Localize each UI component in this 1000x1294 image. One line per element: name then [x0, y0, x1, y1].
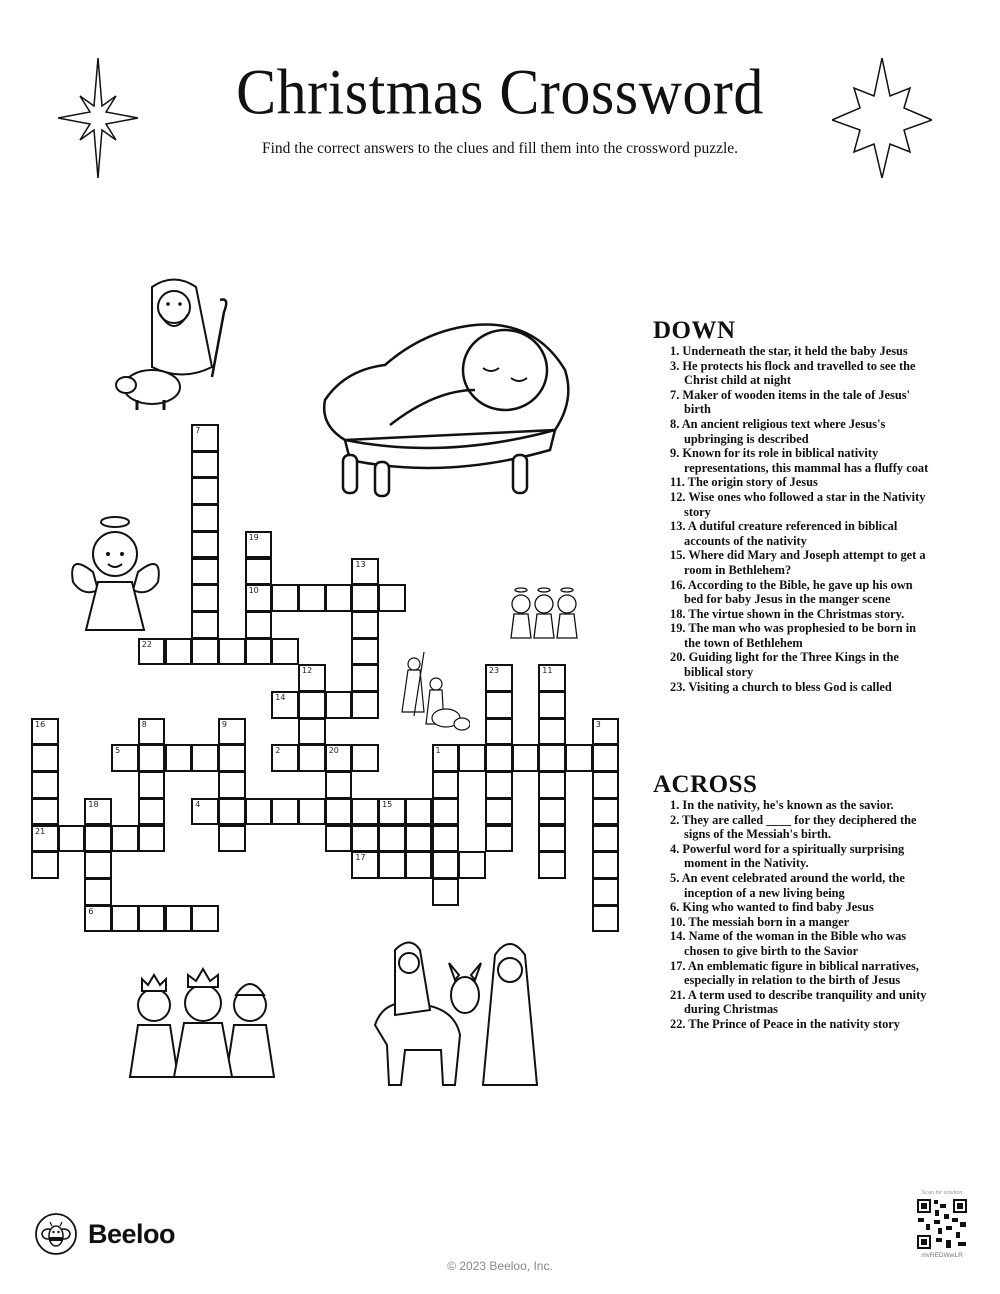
crossword-cell[interactable]	[405, 825, 433, 853]
down-clue: 18. The virtue shown in the Christmas story.	[670, 606, 905, 621]
down-clue: 3. He protects his flock and travelled to see the Christ child at night	[670, 358, 916, 388]
crossword-cell[interactable]	[378, 851, 406, 879]
crossword-cell[interactable]	[138, 638, 166, 666]
crossword-cell[interactable]	[218, 744, 246, 772]
crossword-cell[interactable]	[351, 851, 379, 879]
bee-logo-icon	[34, 1212, 78, 1256]
crossword-cell[interactable]	[245, 584, 273, 612]
crossword-cell[interactable]	[432, 771, 460, 799]
clue-number: 19	[248, 532, 259, 542]
crossword-cell[interactable]	[218, 638, 246, 666]
crossword-cell[interactable]	[245, 531, 273, 559]
crossword-cell[interactable]	[432, 825, 460, 853]
crossword-cell[interactable]	[165, 905, 193, 933]
crossword-cell[interactable]	[298, 584, 326, 612]
crossword-cell[interactable]	[538, 825, 566, 853]
crossword-cell[interactable]	[485, 825, 513, 853]
crossword-cell[interactable]	[378, 798, 406, 826]
across-clue: 1. In the nativity, he's known as the savior.	[670, 798, 894, 812]
crossword-cell[interactable]	[191, 798, 219, 826]
across-clues-section	[653, 772, 953, 1032]
crossword-cell[interactable]	[31, 798, 59, 826]
clue-number: 23	[488, 666, 500, 676]
crossword-cell[interactable]	[405, 798, 433, 826]
clue-number: 8	[141, 719, 147, 729]
crossword-cell[interactable]	[512, 744, 540, 772]
crossword-cell[interactable]	[592, 851, 620, 879]
crossword-cell[interactable]	[271, 691, 299, 719]
crossword-cell[interactable]	[458, 744, 486, 772]
across-clue-list	[653, 798, 953, 1032]
down-clue: 16. According to the Bible, he gave up his own bed for baby Jesus in the manger scene	[670, 577, 913, 607]
crossword-cell[interactable]	[191, 558, 219, 586]
crossword-cell[interactable]	[138, 771, 166, 799]
across-clue: 2. They are called ____ for they deciphered the signs of the Messiah's birth.	[670, 812, 917, 842]
across-clue: 6. King who wanted to find baby Jesus	[670, 900, 874, 915]
clue-number: 1	[435, 746, 441, 756]
crossword-cell[interactable]	[325, 825, 353, 853]
crossword-cell[interactable]	[351, 691, 379, 719]
crossword-cell[interactable]	[592, 798, 620, 826]
crossword-cell[interactable]	[351, 798, 379, 826]
crossword-cell[interactable]	[84, 851, 112, 879]
across-clue: 5. An event celebrated around the world, the inception of a new living being	[670, 870, 905, 900]
crossword-cell[interactable]	[592, 744, 620, 772]
clue-number: 16	[35, 719, 46, 729]
down-clue-list	[653, 344, 953, 694]
brand-name: Beeloo	[88, 1218, 176, 1249]
crossword-cell[interactable]	[538, 664, 566, 692]
crossword-cell[interactable]	[245, 558, 273, 586]
clue-number: 6	[88, 906, 94, 916]
clue-number: 12	[302, 666, 313, 676]
crossword-cell[interactable]	[138, 798, 166, 826]
clue-number: 10	[248, 586, 259, 596]
crossword-cell[interactable]	[351, 611, 379, 639]
clue-number: 2	[275, 746, 281, 756]
crossword-cell[interactable]	[298, 744, 326, 772]
crossword-cell[interactable]	[325, 771, 353, 799]
crossword-cell[interactable]	[538, 771, 566, 799]
down-clue: 8. An ancient religious text where Jesus's upbringing is described	[670, 416, 886, 446]
crossword-cell[interactable]	[245, 638, 273, 666]
crossword-cell[interactable]	[191, 611, 219, 639]
crossword-cell[interactable]	[191, 584, 219, 612]
crossword-cell[interactable]	[31, 825, 59, 853]
down-clue: 12. Wise ones who followed a star in the Nativity story	[670, 489, 926, 519]
crossword-cell[interactable]	[218, 771, 246, 799]
crossword-cell[interactable]	[538, 718, 566, 746]
clue-number: 5	[115, 746, 121, 756]
crossword-cell[interactable]	[405, 851, 433, 879]
clue-number: 17	[355, 853, 366, 863]
instructions: Find the correct answers to the clues and fill them into the crossword puzzle.	[261, 140, 739, 157]
crossword-cell[interactable]	[432, 744, 460, 772]
crossword-cell[interactable]	[485, 718, 513, 746]
crossword-cell[interactable]	[458, 851, 486, 879]
crossword-cell[interactable]	[325, 798, 353, 826]
copyright: © 2023 Beeloo, Inc.	[447, 1259, 553, 1273]
across-clue: 14. Name of the woman in the Bible who was chosen to give birth to the Savior	[670, 929, 907, 958]
clue-number: 4	[195, 799, 201, 809]
clue-number: 9	[221, 719, 227, 729]
across-heading: ACROSS	[653, 771, 758, 798]
down-clue: 7. Maker of wooden items in the tale of Jesus' birth	[670, 387, 910, 417]
crossword-cell[interactable]	[191, 504, 219, 532]
down-clues-section	[653, 318, 953, 694]
crossword-cell[interactable]	[592, 771, 620, 799]
crossword-cell[interactable]	[298, 798, 326, 826]
crossword-cell[interactable]	[138, 825, 166, 853]
crossword-cell[interactable]	[218, 825, 246, 853]
qr-caption: Scan for solution	[921, 1190, 963, 1196]
crossword-cell[interactable]	[271, 638, 299, 666]
beeloo-logo	[34, 1212, 175, 1256]
clue-number: 18	[88, 799, 99, 809]
clue-number: 20	[328, 746, 339, 756]
crossword-cell[interactable]	[165, 744, 193, 772]
down-clue: 9. Known for its role in biblical nativity representations, this mammal has a fluffy coat	[670, 446, 929, 475]
crossword-cell[interactable]	[84, 905, 112, 933]
crossword-cell[interactable]	[298, 718, 326, 746]
crossword-cell[interactable]	[298, 664, 326, 692]
crossword-cell[interactable]	[31, 718, 59, 746]
crossword-cell[interactable]	[191, 531, 219, 559]
crossword-cell[interactable]	[565, 744, 593, 772]
down-clue: 15. Where did Mary and Joseph attempt to get a room in Bethlehem?	[670, 548, 926, 577]
crossword-cell[interactable]	[432, 878, 460, 906]
crossword-cell[interactable]	[378, 825, 406, 853]
across-clue: 10. The messiah born in a manger	[670, 914, 850, 929]
crossword-cell[interactable]	[84, 825, 112, 853]
page-title: Christmas Crossword	[236, 56, 764, 128]
crossword-cell[interactable]	[191, 638, 219, 666]
crossword-cell[interactable]	[111, 744, 139, 772]
across-clue: 22. The Prince of Peace in the nativity story	[670, 1016, 900, 1031]
down-heading: DOWN	[653, 317, 736, 344]
clue-number: 21	[35, 826, 46, 836]
crossword-cell[interactable]	[138, 744, 166, 772]
crossword-cell[interactable]	[351, 825, 379, 853]
crossword-cell[interactable]	[191, 451, 219, 479]
down-clue: 13. A dutiful creature referenced in biblical accounts of the nativity	[670, 519, 898, 548]
crossword-cell[interactable]	[271, 798, 299, 826]
down-clue: 19. The man who was prophesied to be born in the town of Bethlehem	[670, 621, 917, 650]
crossword-cell[interactable]	[58, 825, 86, 853]
crossword-cell[interactable]	[31, 744, 59, 772]
crossword-cell[interactable]	[485, 744, 513, 772]
clue-number: 13	[355, 559, 366, 569]
qr-code-icon[interactable]	[916, 1198, 968, 1250]
crossword-cell[interactable]	[31, 851, 59, 879]
across-clue: 21. A term used to describe tranquility and unity during Christmas	[670, 987, 927, 1017]
crossword-cell[interactable]	[351, 664, 379, 692]
crossword-cell[interactable]	[378, 584, 406, 612]
crossword-cell[interactable]	[538, 744, 566, 772]
clue-number: 22	[141, 639, 152, 649]
crossword-cell[interactable]	[485, 798, 513, 826]
crossword-cell[interactable]	[351, 638, 379, 666]
crossword-cell[interactable]	[351, 558, 379, 586]
crossword-cell[interactable]	[271, 744, 299, 772]
clue-number: 14	[275, 693, 286, 702]
crossword-cell[interactable]	[218, 798, 246, 826]
crossword-cell[interactable]	[485, 691, 513, 719]
crossword-cell[interactable]	[538, 798, 566, 826]
clue-number: 11	[542, 666, 553, 676]
clue-number: 7	[195, 426, 201, 435]
clue-number: 15	[382, 799, 393, 809]
crossword-cell[interactable]	[138, 905, 166, 933]
crossword-cell[interactable]	[31, 771, 59, 799]
crossword-cell[interactable]	[325, 584, 353, 612]
crossword-cell[interactable]	[271, 584, 299, 612]
crossword-cell[interactable]	[592, 718, 620, 746]
crossword-cell[interactable]	[351, 744, 379, 772]
crossword-cell[interactable]	[325, 744, 353, 772]
down-clue: 1. Underneath the star, it held the baby Jesus	[670, 344, 908, 358]
crossword-cell[interactable]	[538, 851, 566, 879]
crossword-cell[interactable]	[298, 691, 326, 719]
crossword-cell[interactable]	[592, 825, 620, 853]
crossword-cell[interactable]	[218, 718, 246, 746]
crossword-cell[interactable]	[592, 878, 620, 906]
across-clue: 4. Powerful word for a spiritually surprising moment in the Nativity.	[670, 841, 905, 871]
clue-number: 3	[595, 719, 601, 729]
crossword-cell[interactable]	[485, 664, 513, 692]
crossword-cell[interactable]	[111, 905, 139, 933]
crossword-cell[interactable]	[432, 798, 460, 826]
crossword-cell[interactable]	[432, 851, 460, 879]
crossword-cell[interactable]	[191, 744, 219, 772]
down-clue: 20. Guiding light for the Three Kings in the biblical story	[670, 650, 899, 680]
crossword-cell[interactable]	[84, 878, 112, 906]
crossword-cell[interactable]	[351, 584, 379, 612]
crossword-cell[interactable]	[245, 798, 273, 826]
crossword-cell[interactable]	[592, 905, 620, 933]
crossword-cell[interactable]	[325, 691, 353, 719]
crossword-cell[interactable]	[538, 691, 566, 719]
qr-code-text: mvREDWwLR	[921, 1252, 963, 1259]
crossword-cell[interactable]	[111, 825, 139, 853]
crossword-cell[interactable]	[485, 771, 513, 799]
crossword-cell[interactable]	[191, 905, 219, 933]
qr-solution[interactable]	[912, 1190, 972, 1259]
across-clue: 17. An emblematic figure in biblical narratives, especially in relation to the birth of Jesus	[670, 958, 919, 988]
down-clue: 23. Visiting a church to bless God is called	[670, 679, 892, 694]
down-clue: 11. The origin story of Jesus	[670, 475, 818, 490]
crossword-cell[interactable]	[191, 477, 219, 505]
crossword-cell[interactable]	[191, 424, 219, 452]
crossword-cell[interactable]	[165, 638, 193, 666]
crossword-cell[interactable]	[138, 718, 166, 746]
crossword-cell[interactable]	[84, 798, 112, 826]
crossword-cell[interactable]	[245, 611, 273, 639]
